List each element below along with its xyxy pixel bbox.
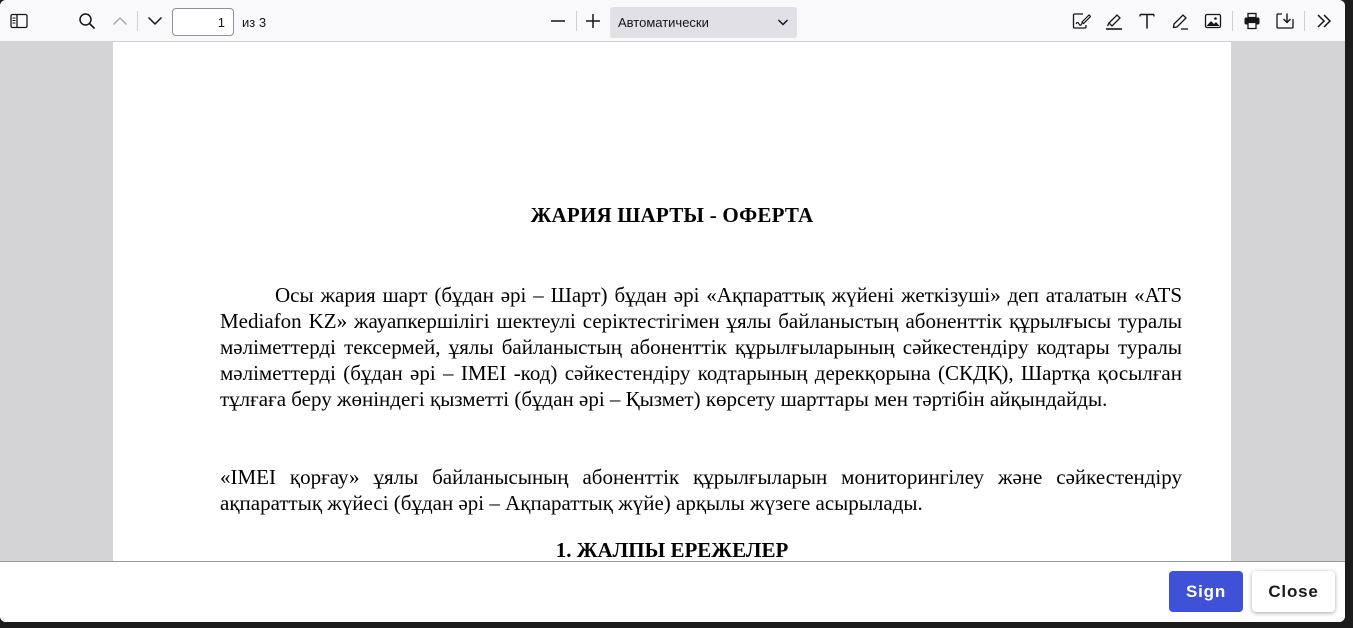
- dialog-footer: [0, 561, 1345, 622]
- toolbar-separator: [1232, 11, 1233, 31]
- page-number-input[interactable]: [172, 8, 234, 36]
- signature-icon[interactable]: [1067, 7, 1095, 35]
- toolbar-separator: [1304, 11, 1305, 31]
- zoom-out-icon[interactable]: [544, 7, 572, 35]
- toolbar-separator: [576, 11, 577, 31]
- text-icon[interactable]: [1133, 7, 1161, 35]
- next-page-icon[interactable]: [141, 7, 169, 35]
- sidebar-toggle-icon[interactable]: [5, 7, 33, 35]
- zoom-select[interactable]: [610, 7, 797, 38]
- toolbar-separator: [137, 11, 138, 31]
- save-icon[interactable]: [1271, 7, 1299, 35]
- close-button[interactable]: Close: [1252, 571, 1335, 612]
- pdf-page: [113, 42, 1231, 561]
- image-icon[interactable]: [1199, 7, 1227, 35]
- more-tools-icon[interactable]: [1310, 7, 1338, 35]
- search-icon[interactable]: [73, 7, 101, 35]
- zoom-in-icon[interactable]: [579, 7, 607, 35]
- highlight-icon[interactable]: [1100, 7, 1128, 35]
- chevron-down-icon: [777, 16, 789, 28]
- document-paragraph: «IMEI қорғау» ұялы байланысының абоненттік құрылғыларын мониторингілеу және сәйкестендіру ақпараттық жүйесі (бұдан әрі – Ақпараттық жүйе) арқылы жүзеге асырылады.: [220, 465, 1182, 515]
- section-title: 1. ЖАЛПЫ ЕРЕЖЕЛЕР: [555, 538, 789, 561]
- draw-icon[interactable]: [1166, 7, 1194, 35]
- document-paragraph: Осы жария шарт (бұдан әрі – Шарт) бұдан әрі «Ақпараттық жүйені жеткізуші» деп аталатын «ATS Mediafon KZ» жауапкершілігі шектеулі серіктестігімен ұялы байланыстың абоненттік құрылғысы туралы мәліметтерді тексермей, ұялы байланыстың абоненттік құрылғыларының сәйкестендіру кодтары туралы мәліметтерді (бұдан әрі – IMEI -код) сәйкестендіру кодтарының дерекқорына (СКДҚ), Шартқа қосылған тұлғаға беру жөніндегі қызметті (бұдан әрі – Қызмет) көрсету шарттары мен тәртібін айқындайды.: [220, 283, 1182, 411]
- previous-page-icon[interactable]: [106, 7, 134, 35]
- sign-button[interactable]: Sign: [1169, 571, 1243, 612]
- page-count-label: из 3: [242, 15, 267, 30]
- pdf-toolbar: [0, 0, 1345, 42]
- print-icon[interactable]: [1238, 7, 1266, 35]
- zoom-select-value: Автоматически: [618, 15, 709, 30]
- document-title: ЖАРИЯ ШАРТЫ - ОФЕРТА: [530, 203, 814, 227]
- pdf-viewer[interactable]: [0, 42, 1345, 561]
